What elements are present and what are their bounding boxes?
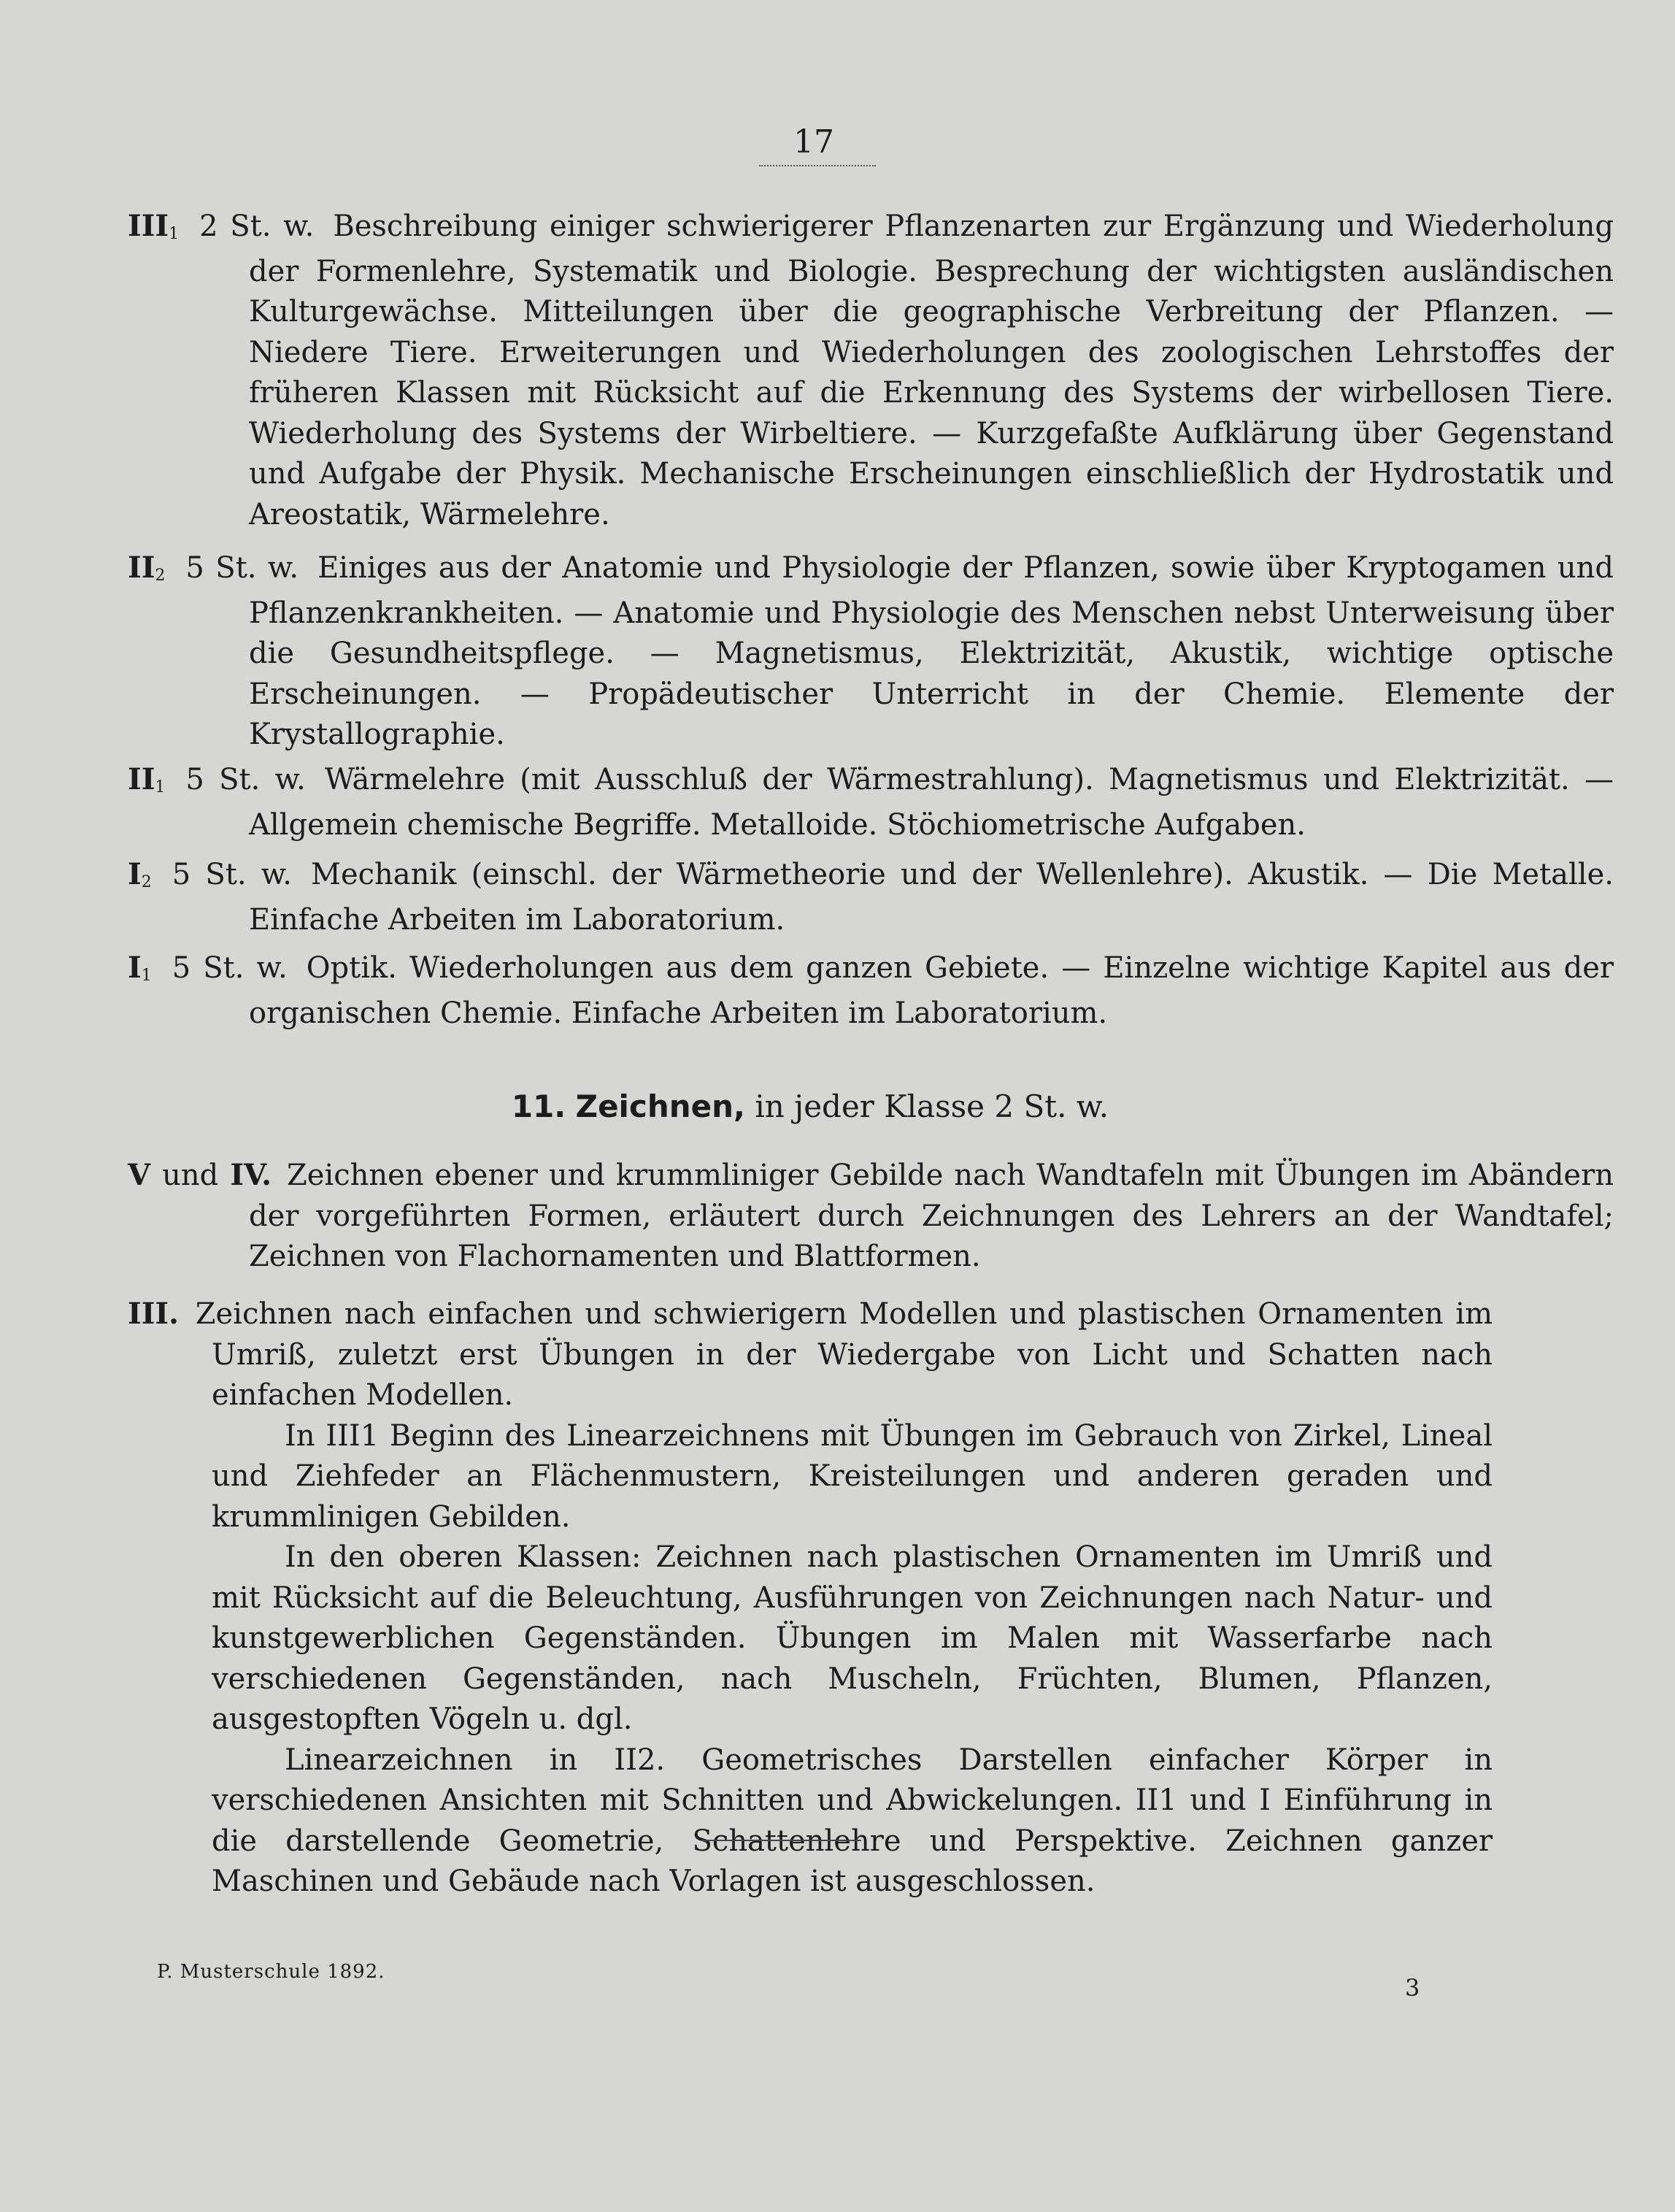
entry-ii2 — [128, 548, 1614, 756]
entry-text: Wärmelehre (mit Ausschluß der Wärmestrahlung). Magnetismus und Elektrizität. — Allgemein chemische Begriffe. Metalloide. Stöchiometrische Aufgaben. — [249, 763, 1614, 842]
class-label: $I_1$ — [128, 951, 152, 985]
paragraph: Linearzeichnen in II2. Geometrisches Darstellen einfacher Körper in verschiedenen Ansichten mit Schnitten und Abwickelungen. II1 und I Einführung in die darstellende Geometrie, Schattenlehre und Perspektive. Zeichnen ganzer Maschinen und Gebäude nach Vorlagen ist ausgeschlossen. — [212, 1743, 1493, 1898]
section-subtitle: in jeder Klasse 2 St. w. — [755, 1088, 1109, 1124]
entry-ii1 — [128, 759, 1614, 845]
end-rule — [701, 1840, 861, 1841]
class-label: $III_1$ — [128, 209, 180, 243]
page-number-ornament — [759, 165, 876, 166]
class-label: III. — [128, 1297, 180, 1331]
class-label: $I_2$ — [128, 857, 152, 891]
section-number: 11. — [511, 1088, 566, 1124]
entry-i1 — [128, 948, 1614, 1034]
footer-signature-number: 3 — [1405, 1974, 1420, 2002]
entry-text: Zeichnen nach einfachen und schwierigern Modellen und plastischen Ornamenten im Umriß, zuletzt erst Übungen in der Wiedergabe von Licht und Schatten nach einfachen Modellen. — [195, 1297, 1493, 1412]
hours-label: 5 St. w. — [185, 763, 306, 796]
entry-v-iv — [128, 1155, 1614, 1278]
class-label: $II_2$ — [128, 550, 166, 585]
entry-iii1 — [128, 206, 1614, 535]
class-label: $II_1$ — [128, 762, 166, 796]
paragraph: In den oberen Klassen: Zeichnen nach plastischen Ornamenten im Umriß und mit Rücksicht auf die Beleuchtung, Ausführungen von Zeichnungen nach Natur- und kunstgewerblichen Gegenständen. Übungen im Malen mit Wasserfarbe nach verschiedenen Gegenständen, nach Muscheln, Früchten, Blumen, Pflanzen, ausgestopften Vögeln u. dgl. — [212, 1540, 1493, 1736]
entry-text: Optik. Wiederholungen aus dem ganzen Gebiete. — Einzelne wichtige Kapitel aus der organischen Chemie. Einfache Arbeiten im Laboratorium. — [249, 951, 1614, 1030]
entry-text: Beschreibung einiger schwierigerer Pflanzenarten zur Ergänzung und Wiederholung der Formenlehre, Systematik und Biologie. Besprechung der wichtigsten ausländischen Kulturgewächse. Mitteilungen über die geographische Verbreitung der Pflanzen. — Niedere Tiere. Erweiterungen und Wiederholungen des zoologischen Lehrstoffes der früheren Klassen mit Rücksicht auf die Erkennung des Systems der wirbellosen Tiere. Wiederholung des Systems der Wirbeltiere. — Kurzgefaßte Aufklärung über Gegenstand und Aufgabe der Physik. Mechanische Erscheinungen einschließlich der Hydrostatik und Areostatik, Wärmelehre. — [249, 210, 1614, 531]
hours-label: 5 St. w. — [172, 858, 292, 891]
page-number: 17 — [793, 123, 834, 161]
hours-label: 5 St. w. — [185, 551, 299, 585]
section-heading — [128, 1086, 1493, 1127]
entry-text: Zeichnen ebener und krummliniger Gebilde nach Wandtafeln mit Übungen im Abändern der vorgeführten Formen, erläutert durch Zeichnungen des Lehrers an der Wandtafel; Zeichnen von Flachornamenten und Blattformen. — [249, 1159, 1614, 1273]
entry-text: Einiges aus der Anatomie und Physiologie der Pflanzen, sowie über Kryptogamen und Pflanzenkrankheiten. — Anatomie und Physiologie des Menschen nebst Unterweisung über die Gesundheitspflege. — Magnetismus, Elektrizität, Akustik, wichtige optische Erscheinungen. — Propädeutischer Unterricht in der Chemie. Elemente der Krystallographie. — [249, 551, 1614, 751]
class-label: V und IV. — [128, 1158, 272, 1192]
hours-label: 5 St. w. — [172, 951, 288, 985]
entry-text: Mechanik (einschl. der Wärmetheorie und der Wellenlehre). Akustik. — Die Metalle. Einfache Arbeiten im Laboratorium. — [249, 858, 1614, 937]
paragraph: In III1 Beginn des Linearzeichnens mit Übungen im Gebrauch von Zirkel, Lineal und Ziehfeder an Flächenmustern, Kreisteilungen und anderen geraden und krummlinigen Gebilden. — [212, 1418, 1493, 1534]
entry-i2 — [128, 854, 1614, 940]
entry-iii — [128, 1294, 1493, 1902]
section-name: Zeichnen, — [575, 1088, 745, 1124]
footer-imprint: P. Musterschule 1892. — [157, 1961, 385, 1983]
hours-label: 2 St. w. — [199, 210, 315, 243]
